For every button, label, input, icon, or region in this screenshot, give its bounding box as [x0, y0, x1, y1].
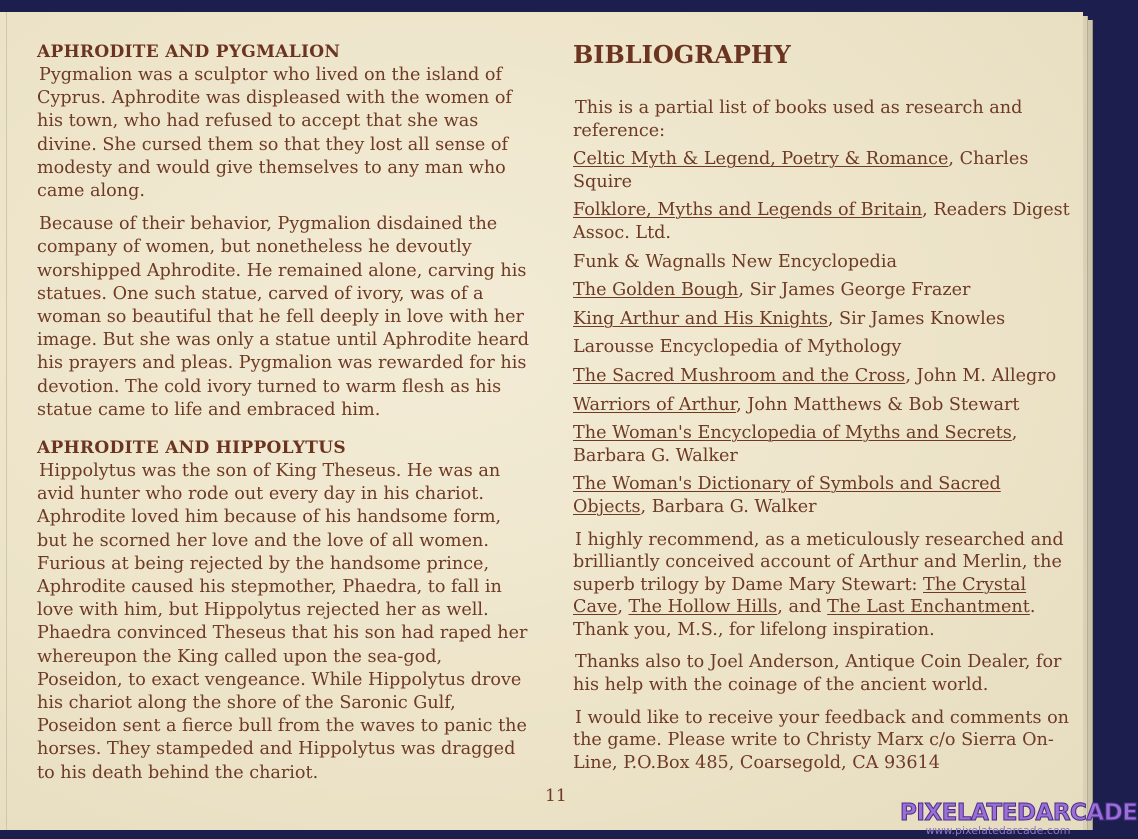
- paragraph: Because of their behavior, Pygmalion disdained the company of women, but nonetheless he devoutly worshipped Aphrodite. He remained alone, carving his statues. One such statue, carved of ivory, was of a woman so beautiful that he fell deeply in love with her image. But she was only a statue until Aphrodite heard his prayers and pleas. Pygmalion was rewarded for his devotion. The cold ivory turned to warm flesh as his statue came to life and embraced him.: [37, 214, 530, 420]
- book-entry: [573, 422, 1073, 467]
- book-entry: [573, 148, 1073, 193]
- book-author: , John Matthews & Bob Stewart: [736, 394, 1020, 415]
- left-column: [37, 40, 532, 785]
- watermark: [900, 800, 1138, 837]
- book-title: The Woman's Dictionary of Symbols and Sacred Objects: [573, 474, 1001, 517]
- separator: , and: [777, 597, 828, 618]
- book-title: Folklore, Myths and Legends of Britain: [573, 200, 923, 221]
- paragraph: Hippolytus was the son of King Theseus. He was an avid hunter who rode out every day in his chariot. Aphrodite loved him because of his handsome form, but he scorned her love and the love of all women. Furious at being rejected by the handsome prince, Aphrodite caused his stepmother, Phaedra, to fall in love with him, but Hippolytus rejected her as well. Phaedra convinced Theseus that his son had raped her whereupon the King called upon the sea-god, Poseidon, to exact vengeance. While Hippolytus drove his chariot along the shore of the Saronic Gulf, Poseidon sent a fierce bull from the waves to panic the horses. They stampeded and Hippolytus was dragged to his death behind the chariot.: [37, 461, 528, 783]
- right-column: [573, 40, 1073, 774]
- bibliography-heading: BIBLIOGRAPHY: [573, 40, 791, 69]
- book-entry: [573, 279, 1073, 302]
- book-entry: [573, 473, 1073, 518]
- page-edge: [1088, 20, 1093, 830]
- book-author: , Sir James Knowles: [827, 308, 1006, 329]
- book-author: Larousse Encyclopedia of Mythology: [573, 337, 902, 358]
- paragraph: Pygmalion was a sculptor who lived on the island of Cyprus. Aphrodite was displeased with the women of his town, who had refused to accept that she was divine. She cursed them so that they lost all sense of modesty and would give themselves to any man who came along.: [37, 65, 512, 202]
- book-author: , Barbara G. Walker: [640, 496, 817, 517]
- page-number: 11: [545, 786, 567, 806]
- book-title: Celtic Myth & Legend, Poetry & Romance: [573, 149, 949, 170]
- book-list: [573, 148, 1073, 518]
- book-author: Funk & Wagnalls New Encyclopedia: [573, 251, 897, 272]
- book-entry: [573, 336, 1073, 359]
- book-author: , Charles Squire: [573, 149, 1029, 192]
- bibliography-intro: This is a partial list of books used as research and reference:: [573, 98, 1023, 141]
- book-title: The Hollow Hills: [628, 597, 778, 618]
- book-author: , John M. Allegro: [905, 365, 1057, 386]
- section-heading-pygmalion: APHRODITE AND PYGMALION: [37, 42, 341, 62]
- book-entry: [573, 365, 1073, 388]
- book-author: , Sir James George Frazer: [738, 280, 971, 301]
- book-entry: [573, 251, 1073, 274]
- book-title: The Crystal Cave: [573, 574, 1027, 618]
- watermark-url: www.pixelatedarcade.com: [925, 824, 1071, 837]
- watermark-logo: PIXELATEDARCADE: [900, 800, 1138, 826]
- thanks-paragraph: Thanks also to Joel Anderson, Antique Coin Dealer, for his help with the coinage of the ancient world.: [573, 652, 1062, 696]
- book-author: , Readers Digest Assoc. Ltd.: [573, 200, 1070, 243]
- book-author: , Barbara G. Walker: [573, 423, 1018, 466]
- page-fold-line: [6, 12, 7, 830]
- book-title: The Sacred Mushroom and the Cross: [573, 365, 906, 386]
- book-entry: [573, 199, 1073, 244]
- recommendation-text: I highly recommend, as a meticulously researched and brilliantly conceived account of Arthur and Merlin, the superb trilogy by Dame Mary Stewart:: [573, 529, 1064, 595]
- book-title: The Golden Bough: [573, 280, 739, 301]
- section-heading-hippolytus: APHRODITE AND HIPPOLYTUS: [37, 438, 346, 459]
- feedback-paragraph: I would like to receive your feedback and comments on the game. Please write to Christy Marx c/o Sierra On-Line, P.O.Box 485, Coarsegold, CA 93614: [573, 707, 1070, 773]
- book-title: King Arthur and His Knights: [573, 308, 828, 329]
- recommendation-text: . Thank you, M.S., for lifelong inspiration.: [573, 597, 1036, 640]
- book-entry: [573, 308, 1073, 331]
- book-entry: [573, 394, 1073, 417]
- separator: ,: [617, 597, 629, 618]
- recommendation-paragraph: [573, 529, 1073, 642]
- book-title: The Woman's Encyclopedia of Myths and Secrets: [573, 423, 1012, 444]
- book-title: Warriors of Arthur: [573, 394, 737, 415]
- book-title: The Last Enchantment: [827, 597, 1030, 618]
